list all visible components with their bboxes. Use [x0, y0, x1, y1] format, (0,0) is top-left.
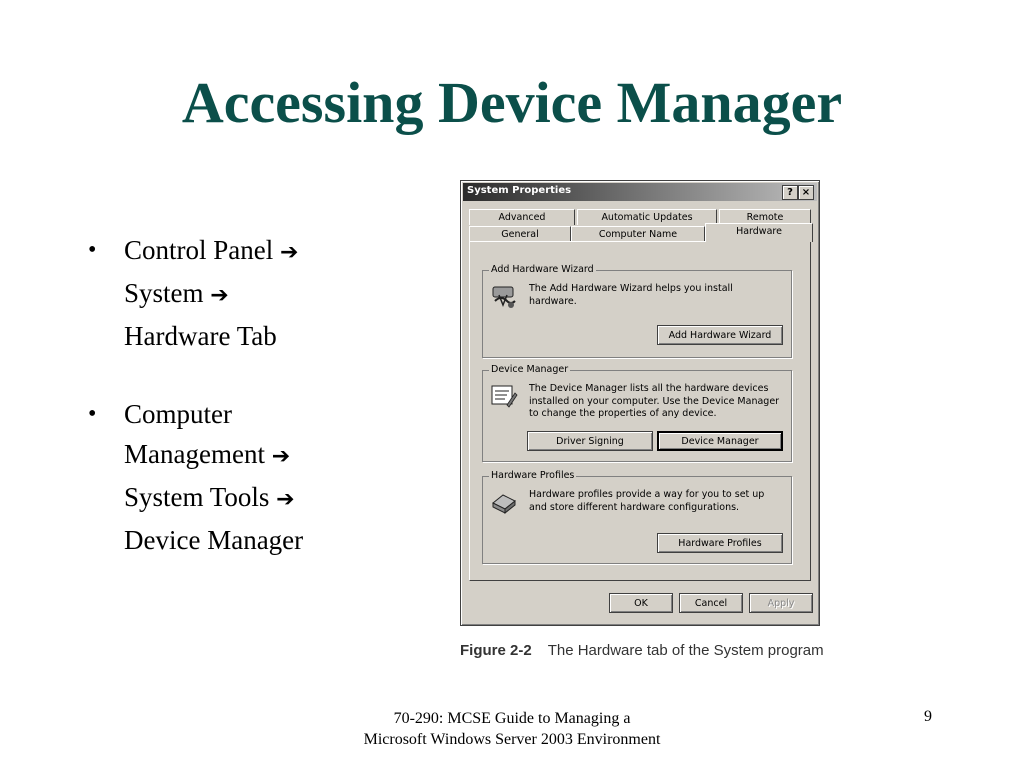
- arrow-icon: ➔: [210, 283, 229, 308]
- bullet-item: [86, 394, 386, 560]
- slide-footer: [312, 708, 712, 750]
- arrow-icon: ➔: [276, 487, 295, 512]
- device-manager-icon: [489, 381, 519, 411]
- bullet-item: [86, 230, 386, 356]
- tab-hardware[interactable]: Hardware: [705, 223, 813, 242]
- add-hardware-wizard-button[interactable]: Add Hardware Wizard: [657, 325, 783, 345]
- device-manager-button[interactable]: Device Manager: [657, 431, 783, 451]
- footer-line: Microsoft Windows Server 2003 Environment: [363, 731, 661, 748]
- tab-computer-name[interactable]: Computer Name: [571, 226, 705, 242]
- figure-text: The Hardware tab of the System program: [547, 642, 824, 659]
- bullet-dot: •: [88, 237, 97, 263]
- bullet-line: Management ➔: [124, 439, 291, 469]
- group-legend: Add Hardware Wizard: [491, 264, 594, 275]
- bullet-line: System Tools ➔: [124, 482, 295, 512]
- dialog-title: System Properties: [467, 185, 572, 196]
- bullet-list: [86, 230, 386, 598]
- tab-automatic-updates[interactable]: Automatic Updates: [577, 209, 717, 225]
- add-hardware-group: [482, 264, 792, 358]
- group-legend: Hardware Profiles: [491, 470, 575, 481]
- bullet-dot: •: [88, 401, 97, 427]
- bullet-line: Hardware Tab: [124, 321, 277, 351]
- hardware-tab-panel: [469, 241, 811, 581]
- bullet-line: Device Manager: [124, 525, 304, 555]
- cancel-button[interactable]: Cancel: [679, 593, 743, 613]
- figure-number: Figure 2-2: [460, 642, 532, 659]
- tab-advanced[interactable]: Advanced: [469, 209, 575, 225]
- arrow-icon: ➔: [280, 240, 299, 265]
- apply-button[interactable]: Apply: [749, 593, 813, 613]
- dialog-titlebar[interactable]: [463, 183, 817, 201]
- help-button[interactable]: ?: [782, 185, 798, 200]
- tab-general[interactable]: General: [469, 226, 571, 242]
- close-button[interactable]: ×: [798, 185, 814, 200]
- figure-caption: [460, 642, 824, 659]
- page-number: 9: [924, 708, 932, 725]
- device-manager-description: The Device Manager lists all the hardware devices installed on your computer. Use the Device Manager to change the properties of any device.: [529, 383, 780, 419]
- group-legend: Device Manager: [491, 364, 569, 375]
- add-hardware-description: The Add Hardware Wizard helps you install hardware.: [529, 283, 733, 307]
- arrow-icon: ➔: [271, 444, 291, 469]
- bullet-line: Computer: [124, 399, 232, 429]
- hardware-profiles-group: [482, 470, 792, 564]
- system-properties-dialog: [460, 180, 820, 626]
- tab-remote[interactable]: Remote: [719, 209, 811, 225]
- driver-signing-button[interactable]: Driver Signing: [527, 431, 653, 451]
- hardware-wizard-icon: [489, 281, 519, 311]
- bullet-line: System ➔: [124, 278, 229, 308]
- footer-line: 70-290: MCSE Guide to Managing a: [393, 710, 631, 727]
- hardware-profiles-icon: [489, 487, 519, 517]
- bullet-line: Control Panel ➔: [124, 235, 299, 265]
- ok-button[interactable]: OK: [609, 593, 673, 613]
- hardware-profiles-button[interactable]: Hardware Profiles: [657, 533, 783, 553]
- hardware-profiles-description: Hardware profiles provide a way for you to set up and store different hardware configurations.: [529, 489, 765, 513]
- slide-title: Accessing Device Manager: [181, 70, 843, 135]
- device-manager-group: [482, 364, 792, 462]
